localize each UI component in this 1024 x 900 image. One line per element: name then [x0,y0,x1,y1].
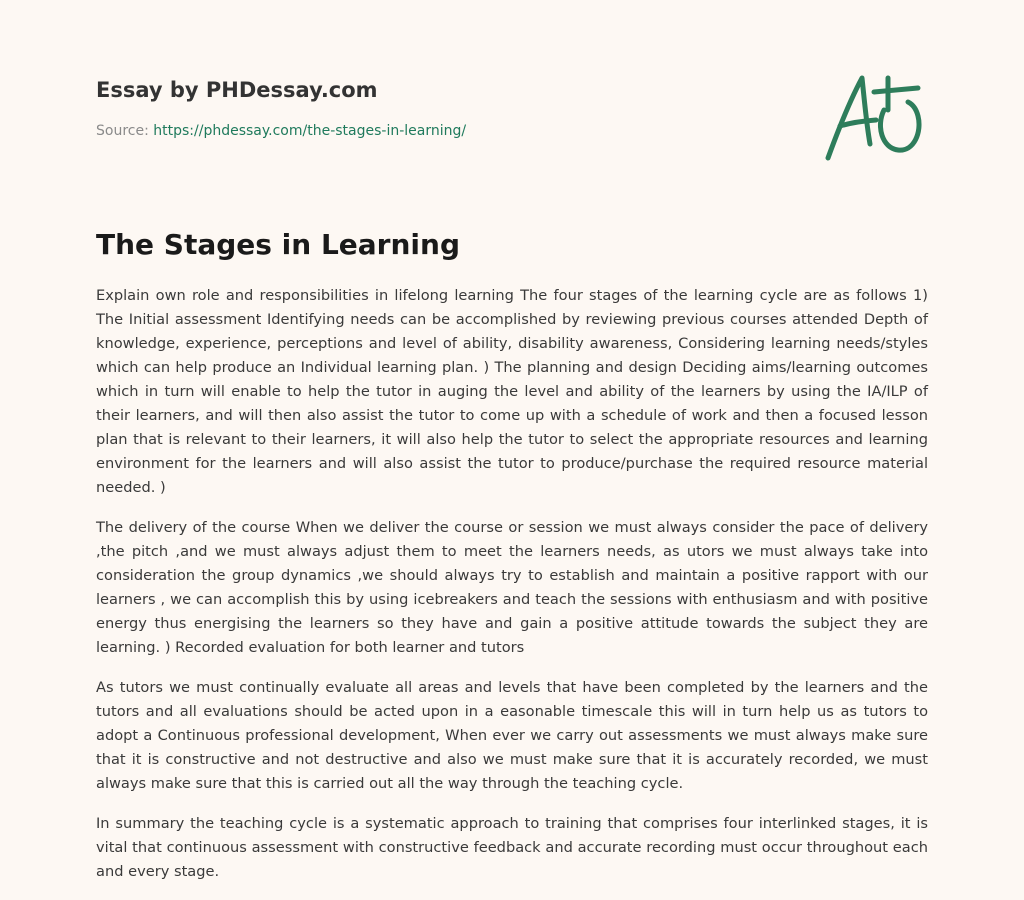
essay-body [96,284,928,900]
essay-header [96,76,696,141]
essay-paragraph: In summary the teaching cycle is a systematic approach to training that comprises four interlinked stages, it is vital that continuous assessment with constructive feedback and accurate recording must occur throughout each and every stage. [96,815,928,880]
source-link[interactable]: https://phdessay.com/the-stages-in-learning/ [153,123,467,139]
essay-paragraph: Explain own role and responsibilities in lifelong learning The four stages of the learning cycle are as follows 1) The Initial assessment Identifying needs can be accomplished by reviewing previous courses attended Depth of knowledge, experience, perceptions and level of ability, disability awareness, Considering learning needs/styles which can help produce an Individual learning plan. ) The planning and design Deciding aims/learning outcomes which in turn will enable to help the tutor in auging the level and ability of the learners by using the IA/ILP of their learners, and will then also assist the tutor to come up with a schedule of work and then a focused lesson plan that is relevant to their learners, it will also help the tutor to select the appropriate resources and learning environment for the learners and will also assist the tutor to produce/purchase the required resource material needed. ) [96,287,928,496]
source-line [96,121,696,141]
a-plus-logo-icon [818,66,928,166]
essay-paragraph: As tutors we must continually evaluate all areas and levels that have been completed by the learners and the tutors and all evaluations should be acted upon in a easonable timescale this will in turn help us as tutors to adopt a Continuous professional development, When ever we carry out assessments we must always make sure that it is constructive and not destructive and also we must make sure that it is accurately recorded, we must always make sure that this is carried out all the way through the teaching cycle. [96,679,928,792]
source-label: Source: [96,123,154,139]
essay-paragraph: The delivery of the course When we deliver the course or session we must always consider the pace of delivery ,the pitch ,and we must always adjust them to meet the learners needs, as utors we must always take into consideration the group dynamics ,we should always try to establish and maintain a positive rapport with our learners , we can accomplish this by using icebreakers and teach the sessions with enthusiasm and with positive energy thus energising the learners so they have and gain a positive attitude towards the subject they are learning. ) Recorded evaluation for both learner and tutors [96,519,928,656]
site-title: Essay by PHDessay.com [96,78,378,102]
essay-title: The Stages in Learning [96,228,460,261]
